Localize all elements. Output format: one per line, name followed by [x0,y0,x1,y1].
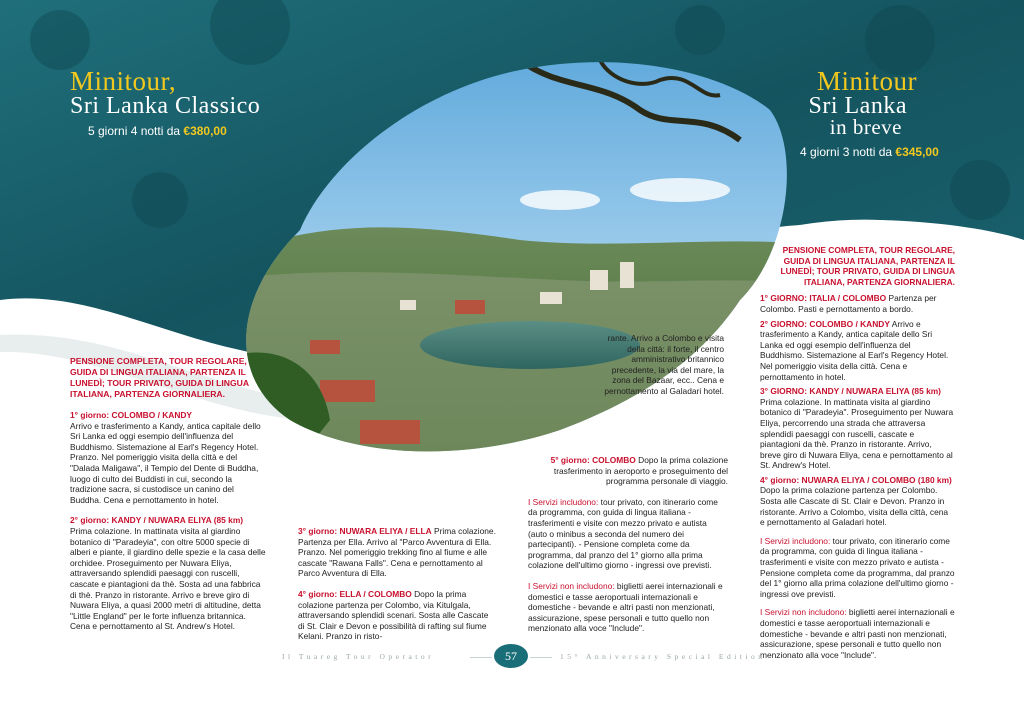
right-day3-place: KANDY / NUWARA ELIYA (85 km) [809,386,941,397]
right-title-line1: Minitour [816,66,917,96]
middle-day3-label: 3° giorno: [298,526,338,536]
middle-excluded-label: I Servizi non includono: [528,580,615,591]
middle-day5 [528,455,728,487]
left-day1-text: Arrivo e trasferimento a Kandy, antica capitale dello Sri Lanka ed oggi esempio dell'influenza del Buddhismo. Sistemazione al Earl's Regency Hotel. Pranzo. Nel pomeriggio visita della città e del "Dalada Maligawa", il Tempio del Dente di Buddha, luogo di culto dei Buddisti in cui, secondo la tradizione sacra, si custodisce un canino del Buddha. Cena e pernottamento in hotel. [70,420,261,505]
middle-day4-place: ELLA / COLOMBO [339,588,412,599]
left-price-prefix: 5 giorni 4 notti da [88,124,181,138]
right-day2-text: Arrivo e trasferimento a Kandy, antica capitale dello Sri Lanka ed oggi esempio dell'influenza del Buddhismo. Sistemazione al Earl's Regency Hotel. Nel pomeriggio visita della città. Cena e pernottamento in hotel. [760,318,949,382]
right-title-line3: in breve [829,115,902,139]
right-excluded-text: biglietti aerei internazionali e domestici e tasse aeroportuali internazionali e domestiche - bevande e altri pasti non menzionati, assicurazione, spese personali e tutto quello non menzionato alla voce "Include". [760,607,955,660]
right-day2 [760,319,955,383]
left-title-line1: Minitour, [70,66,177,96]
right-day4-place: NUWARA ELIYA / COLOMBO (180 km) [801,474,952,485]
left-column [70,356,266,642]
middle-included-label: I Servizi includono: [528,496,599,507]
right-day3-text: Prima colazione. In mattinata visita al giardino botanico di "Paradeyia". Proseguimento per Nuwara Eliya, percorrendo una strada che attraversa splendidi paesaggi con ruscelli, cascate e piantagioni da thè. Pranzo in ristorante. Arrivo, breve giro di Nuwara Eliya, cena e pernottamento al St. Andrew's Hotel. [760,396,954,471]
right-day4-label: 4° giorno: [760,474,800,485]
right-included-text: tour privato, con itinerario come da programma, con guida di lingua italiana - trasferimenti e visite con mezzo privato e autista - Pensione completa come da programma, dal pranzo del 1° giorno alla prima colazione dell'ultimo giorno - ingressi ove previsti. [760,535,955,599]
footer-right-text: 15° Anniversary Special Edition [560,652,766,661]
middle-day4-text: Dopo la prima colazione partenza per Colombo, via Kitulgala, attraversando splendidi scenari. Sosta alle Cascate di St. Clair e Devon e possibilità di rafting sul fiume Kelani. Pranzo in risto- [298,588,489,642]
left-day1-label: 1° giorno: [70,410,110,420]
right-day4 [760,475,955,528]
right-day2-place: COLOMBO / KANDY [809,318,890,329]
right-pensione: PENSIONE COMPLETA, TOUR REGOLARE, GUIDA DI LINGUA ITALIANA, PARTENZA IL LUNEDÌ; TOUR PRIVATO, GUIDA DI LINGUA ITALIANA, PARTENZA GIORNALIERA. [780,245,955,287]
middle-included-text: tour privato, con itinerario come da programma, con guida di lingua italiana - trasferimenti e visite con mezzo privato e autista (auto o minibus a seconda del numero dei partecipanti). - Pensione completa come da programma, dal pranzo del 1° giorno alla prima colazione dell'ultimo giorno - ingressi ove previsti. [528,496,718,571]
middle-excluded-text: biglietti aerei internazionali e domestici e tasse aeroportuali internazionali e domestiche - bevande e altri pasti non menzionati, assicurazione, spese personali e tutto quello non menzionato alla voce "Include". [528,580,723,634]
middle-excluded [528,581,728,634]
right-excluded [760,607,955,660]
middle-included [528,497,728,571]
left-day1-place: COLOMBO / KANDY [111,410,193,420]
right-column [760,245,955,670]
middle-day5-label: 5° giorno: [550,455,590,465]
footer-left-text: Il Tuareg Tour Operator [282,652,435,661]
footer-rule-left [470,657,492,658]
right-day1-label: 1° GIORNO: [760,293,808,304]
right-price-prefix: 4 giorni 3 notti da [800,145,893,159]
right-day1-text: Partenza per Colombo. Pasti e pernottamento a bordo. [760,293,937,314]
middle-day3 [298,526,496,579]
right-title-line2: Sri Lanka [808,93,907,119]
middle-day5-text: Dopo la prima colazione trasferimento in aeroporto e proseguimento del programma personale di viaggio. [553,455,728,487]
middle-day4 [298,589,496,642]
left-price-value: €380,00 [183,124,227,138]
footer-rule-right [530,657,552,658]
right-day1 [760,293,955,314]
right-day3-label: 3° GIORNO: [760,386,808,397]
right-day1-place: ITALIA / COLOMBO [809,293,887,304]
right-day4-text: Dopo la prima colazione partenza per Colombo. Sosta alle Cascate di St. Clair e Devon. Pranzo in ristorante. Arrivo a Colombo, visita della città, cena e pernottamento al Galadari hotel. [760,485,949,528]
right-included-label: I Servizi includono: [760,535,831,546]
left-price [88,124,227,138]
left-day2 [70,515,266,632]
left-day2-text: Prima colazione. In mattinata visita al giardino botanico di "Paradeyia", con oltre 5000 specie di alberi e piante, il giardino delle spezie e la casa delle orchidee. Proseguimento per Nuwara Eliya, attraversando splendidi paesaggi con ruscelli, cascate e piantagioni da thè. Sosta ad una fabbrica di thè. Pranzo in ristorante. Arrivo e breve giro di Nuwara Eliya, a quasi 2000 metri di altitudine, detta "Little England" per le forte influenza britannica. Cena e pernottamento al St. Andrew's Hotel. [70,525,266,632]
right-excluded-label: I Servizi non includono: [760,607,847,618]
left-title-line2: Sri Lanka Classico [70,93,261,119]
middle-day3-place: NUWARA ELIYA / ELLA [339,526,432,536]
center-right-column [528,455,728,644]
left-day2-place: KANDY / NUWARA ELIYA (85 km) [111,515,244,526]
right-price [800,145,939,159]
right-price-value: €345,00 [895,145,939,159]
middle-column [298,526,496,652]
left-day2-label: 2° giorno: [70,515,110,526]
right-day3 [760,386,955,471]
middle-day5-place: COLOMBO [592,455,636,465]
left-pensione: PENSIONE COMPLETA, TOUR REGOLARE, GUIDA DI LINGUA ITALIANA, PARTENZA IL LUNEDÌ; TOUR PRIVATO, GUIDA DI LINGUA ITALIANA, PARTENZA GIORNALIERA. [70,356,249,399]
middle-day3-text: Prima colazione. Partenza per Ella. Arrivo al "Parco Avventura di Ella. Pranzo. Nel pomeriggio trekking fino al fiume e alle cascate "Rawana Falls". Cena e pernottamento al Parco Avventura di Ella. [298,526,496,579]
right-included [760,536,955,600]
right-day2-label: 2° GIORNO: [760,318,808,329]
continuation-text: rante. Arrivo a Colombo e visita della città: il forte, il centro amministrativo britannico precedente, la via del mare, la zona del Bazaar, ecc.. Cena e pernottamento al Galadari hotel. [604,333,724,396]
left-day1 [70,410,266,505]
page-number: 57 [494,644,528,668]
middle-day4-label: 4° giorno: [298,588,338,599]
